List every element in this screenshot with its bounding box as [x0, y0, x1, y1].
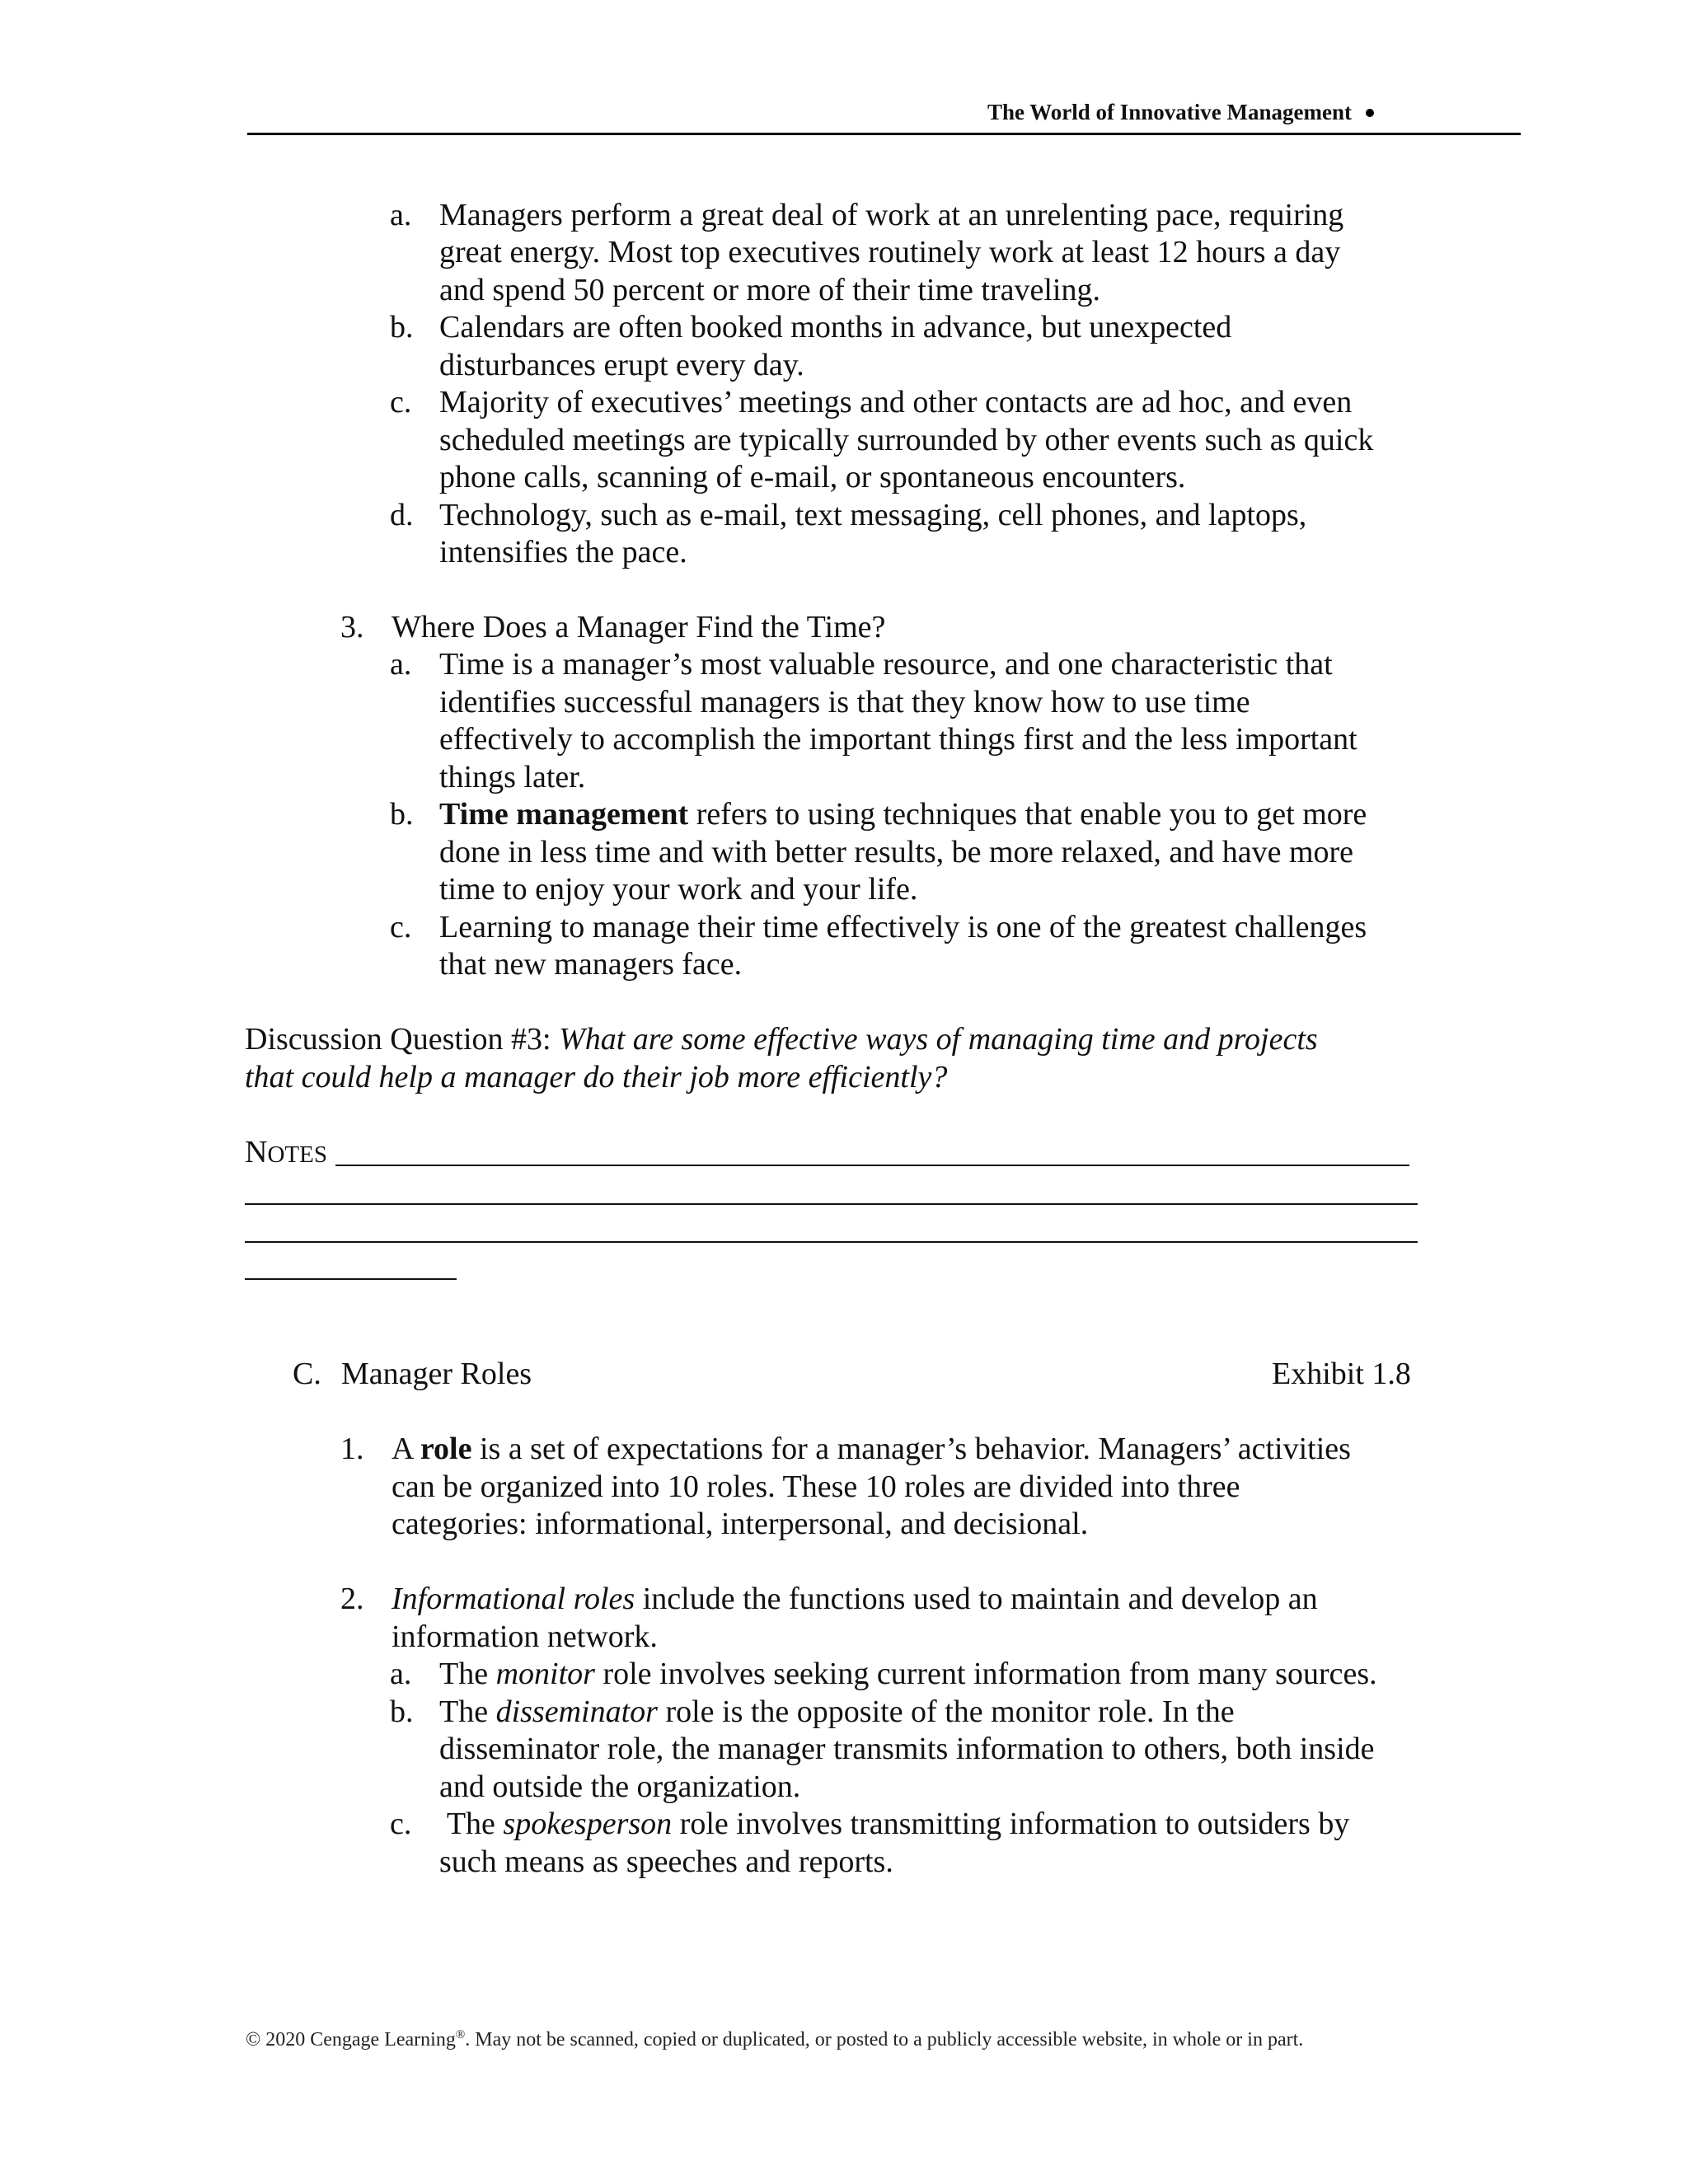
list-item-text: Managers perform a great deal of work at an unrelenting pace, requiring	[439, 198, 1344, 232]
list-item-text: Calendars are often booked months in advance, but unexpected	[439, 310, 1232, 344]
list-marker: c.	[390, 385, 412, 419]
list-item-text: things later.	[439, 760, 586, 794]
point-text-pre: A	[392, 1432, 420, 1466]
list-item-text: great energy. Most top executives routinely work at least 12 hours a day	[439, 235, 1341, 269]
list-item-text: phone calls, scanning of e-mail, or spontaneous encounters.	[439, 460, 1186, 494]
list-marker: a.	[390, 647, 412, 682]
point-text: categories: informational, interpersonal, and decisional.	[392, 1507, 1089, 1541]
point-heading: Where Does a Manager Find the Time?	[392, 610, 886, 644]
point-text	[392, 1581, 1318, 1619]
term-role: role	[420, 1432, 472, 1466]
point-text-rest: include the functions used to maintain and develop an	[635, 1582, 1318, 1616]
list-marker: a.	[390, 1657, 412, 1691]
list-item-text	[439, 1806, 1349, 1844]
list-marker: b.	[390, 1694, 414, 1729]
term-informational-roles: Informational roles	[392, 1582, 635, 1616]
list-marker: d.	[390, 498, 414, 532]
list-item-text: such means as speeches and reports.	[439, 1844, 893, 1879]
list-item-text: scheduled meetings are typically surrounded by other events such as quick	[439, 423, 1374, 457]
list-item-rest: role involves seeking current information from many sources.	[594, 1657, 1377, 1691]
point-text	[392, 1431, 1351, 1469]
copyright-footer	[246, 2029, 1303, 2051]
list-marker: b.	[390, 797, 414, 832]
footer-text-before: © 2020 Cengage Learning	[246, 2029, 456, 2050]
list-item-text: and spend 50 percent or more of their time traveling.	[439, 273, 1100, 307]
term-time-management: Time management	[439, 797, 689, 832]
list-item-text: Technology, such as e-mail, text messaging, cell phones, and laptops,	[439, 498, 1307, 532]
term-spokesperson: spokesperson	[503, 1807, 673, 1841]
list-item-text: time to enjoy your work and your life.	[439, 872, 918, 907]
list-item-text: Learning to manage their time effectively is one of the greatest challenges	[439, 910, 1367, 944]
list-item-pre: The	[439, 1694, 496, 1729]
notes-label-first: N	[245, 1135, 268, 1169]
registered-mark: ®	[455, 2028, 466, 2041]
list-marker: a.	[390, 198, 412, 232]
list-marker: b.	[390, 310, 414, 344]
exhibit-reference: Exhibit 1.8	[1272, 1357, 1411, 1391]
list-item-text	[439, 1694, 1235, 1732]
list-item-rest: role involves transmitting information to outsiders by	[672, 1807, 1350, 1841]
list-marker: c.	[390, 1807, 412, 1841]
point-marker: 2.	[340, 1582, 364, 1616]
list-item-text: and outside the organization.	[439, 1769, 801, 1804]
list-item-text: intensifies the pace.	[439, 535, 687, 569]
term-disseminator: disseminator	[495, 1694, 658, 1729]
discussion-question-text: What are some effective ways of managing time and projects	[559, 1022, 1318, 1057]
list-item-text: Time is a manager’s most valuable resource, and one characteristic that	[439, 647, 1333, 682]
header-title: The World of Innovative Management	[987, 100, 1352, 124]
list-marker: c.	[390, 910, 412, 944]
point-text: can be organized into 10 roles. These 10 roles are divided into three	[392, 1469, 1240, 1504]
list-item-text: disturbances erupt every day.	[439, 348, 804, 382]
list-item-pre: The	[439, 1807, 504, 1841]
section-title: Manager Roles	[341, 1357, 532, 1391]
discussion-label: Discussion Question #3:	[245, 1022, 560, 1057]
point-marker: 3.	[340, 610, 364, 644]
list-item-text: that new managers face.	[439, 947, 743, 982]
list-item-text: done in less time and with better results, be more relaxed, and have more	[439, 835, 1354, 869]
list-item-rest: role is the opposite of the monitor role. In the	[657, 1694, 1235, 1729]
point-marker: 1.	[340, 1432, 364, 1466]
list-item-text	[439, 1656, 1377, 1694]
list-item-text: Majority of executives’ meetings and other contacts are ad hoc, and even	[439, 385, 1353, 419]
term-monitor: monitor	[495, 1657, 595, 1691]
footer-text-after: . May not be scanned, copied or duplicated, or posted to a publicly accessible website, in whole or in part.	[465, 2029, 1304, 2050]
point-text-rest: is a set of expectations for a manager’s behavior. Managers’ activities	[471, 1432, 1351, 1466]
section-marker: C.	[293, 1357, 321, 1391]
discussion-question-text: that could help a manager do their job more efficiently?	[245, 1060, 948, 1094]
list-item-pre: The	[439, 1657, 496, 1691]
notes-label-rest: OTES	[267, 1141, 327, 1168]
list-item-text-rest: refers to using techniques that enable you to get more	[688, 797, 1367, 832]
point-text: information network.	[392, 1619, 658, 1654]
list-item-text: identifies successful managers is that they know how to use time	[439, 685, 1250, 719]
list-item-text: disseminator role, the manager transmits information to others, both inside	[439, 1732, 1375, 1766]
list-item-text: effectively to accomplish the important things first and the less important	[439, 722, 1357, 757]
